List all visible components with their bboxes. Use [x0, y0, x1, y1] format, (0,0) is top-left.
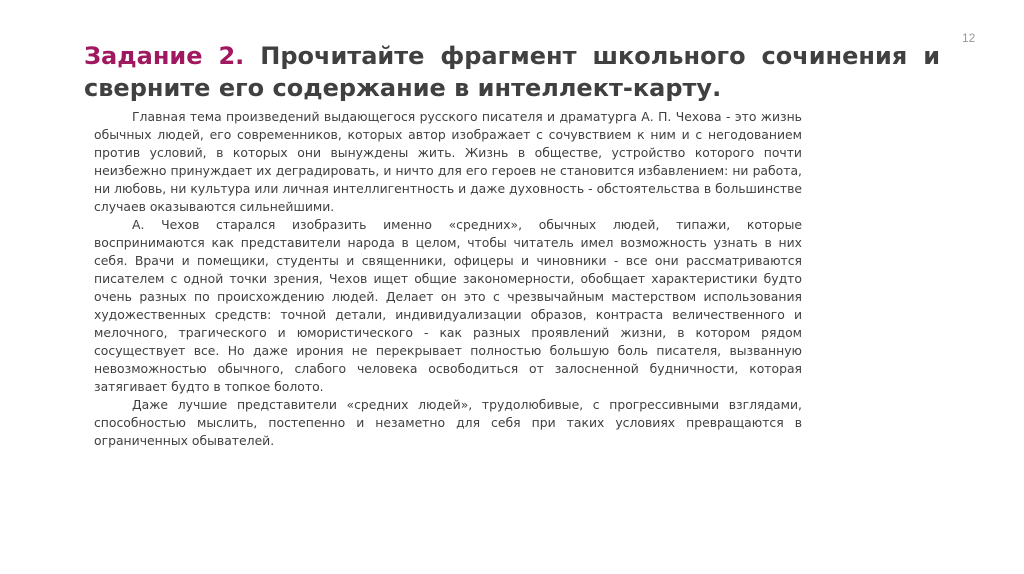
essay-paragraph-3: Даже лучшие представители «средних людей», трудолюбивые, с прогрессивными взглядами, способностью мыслить, постепенно и незаметно для себя при таких условиях превращаются в ограниченных обывателей. [94, 397, 802, 448]
essay-paragraph-1: Главная тема произведений выдающегося русского писателя и драматурга А. П. Чехова - это жизнь обычных людей, его современников, которых автор изображает с сочувствием к ним и с негодованием против условий, в которых они вынуждены жить. Жизнь в обществе, устройство которого почти неизбежно принуждает их деградировать, и ничто для его героев не становится избавлением: ни работа, ни любовь, ни культура или личная интеллигентность и даже духовность - обстоятельства в большинстве случаев оказываются сильнейшими. [94, 109, 802, 214]
essay-fragment [94, 108, 802, 450]
slide-title [84, 40, 940, 104]
page-number: 12 [962, 31, 976, 45]
task-label: Задание 2. [84, 42, 245, 70]
task-instruction: Прочитайте фрагмент школьного сочинения и сверните его содержание в интеллект-карту. [84, 42, 941, 102]
essay-paragraph-2: А. Чехов старался изобразить именно «средних», обычных людей, типажи, которые воспринимаются как представители народа в целом, чтобы читатель имел возможность узнать в них себя. Врачи и помещики, студенты и священники, офицеры и чиновники - все они рассматриваются писателем с одной точки зрения, Чехов ищет общие закономерности, обобщает характеристики будто очень разных по происхождению людей. Делает он это с чрезвычайным мастерством использования художественных средств: точной детали, индивидуализации образов, контраста величественного и мелочного, трагического и юмористического - как разных проявлений жизни, в котором рядом сосуществует все. Но даже ирония не перекрывает полностью большую боль писателя, вызванную невозможностью обычного, слабого человека освободиться от залосненной будничности, которая затягивает будто в топкое болото. [94, 217, 802, 394]
